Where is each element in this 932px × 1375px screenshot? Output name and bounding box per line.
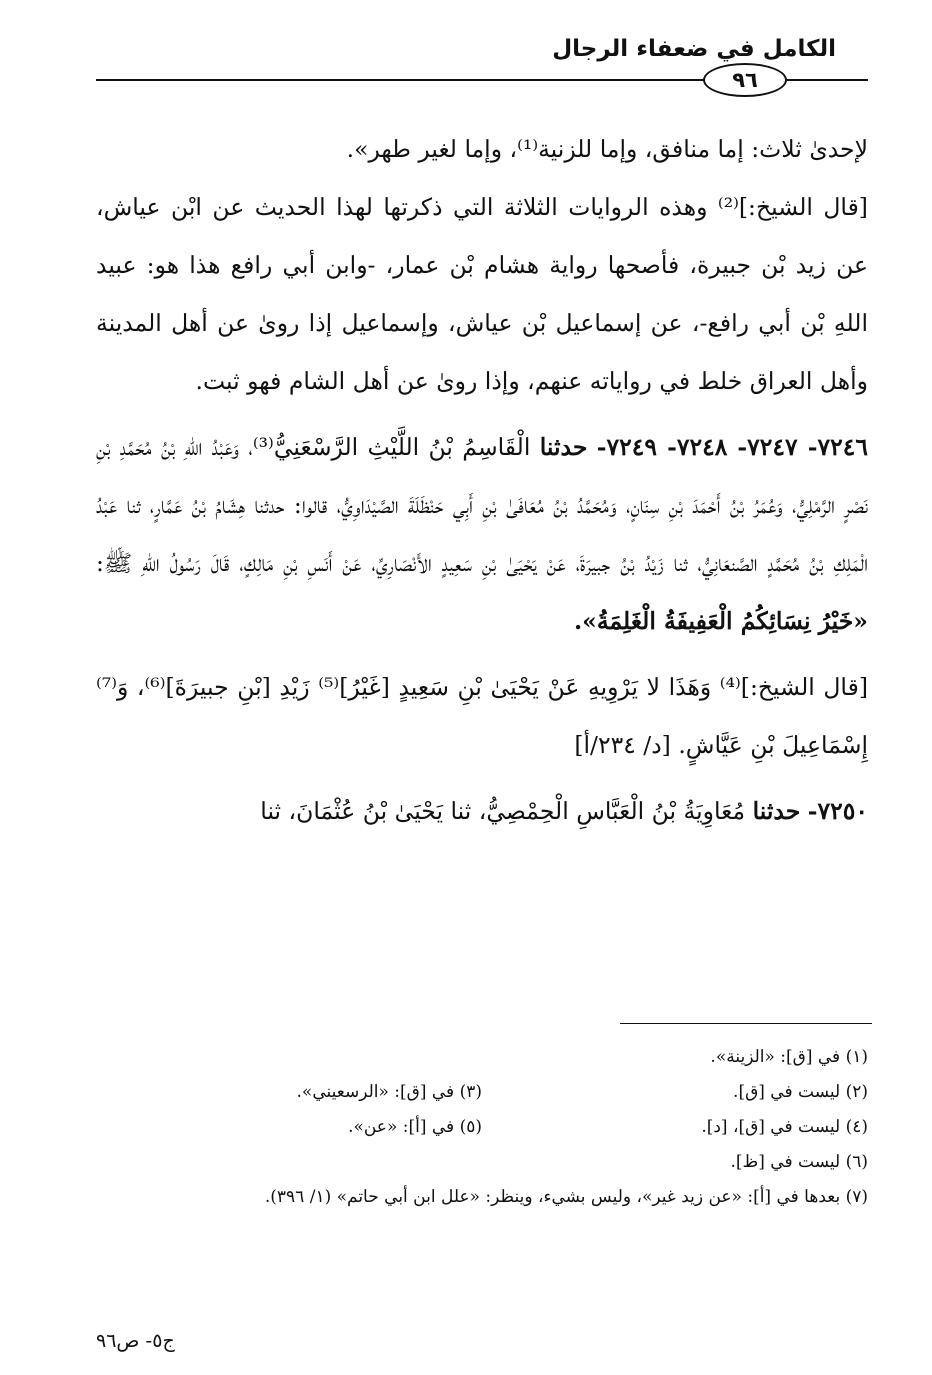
footnote-row: [96, 1110, 868, 1145]
footnote-6: (٦) ليست في [ظ].: [730, 1152, 868, 1172]
paragraph-4: [قال الشيخ:]⁽⁴⁾ وَهَذَا لا يَرْوِيهِ عَنْ يَحْيَىٰ بْنِ سَعِيدٍ [غَيْرُ]⁽⁵⁾ زَيْدِ [بْنِ جبيرَةَ]⁽⁶⁾، وَ⁽⁷⁾إِسْمَاعِيلَ بْنِ عَيَّاشٍ. [د/ ٢٣٤/أ]: [96, 673, 868, 759]
paragraph-3: [96, 418, 868, 650]
paragraph-2: [قال الشيخ:]⁽²⁾ وهذه الروايات الثلاثة التي ذكرتها لهذا الحديث عن ابْن عياش، عن زيد بْن جبيرة، فأصحها رواية هشام بْن عمار، -وابن أبي رافع هذا هو: عبيد اللهِ بْن أبي رافع-، عن إسماعيل بْن عياش، وإسماعيل إذا روىٰ عن أهل المدينة وأهل العراق خلط في رواياته عنهم، وإذا روىٰ عن أهل الشام فهو ثبت.: [96, 193, 868, 395]
main-text: [96, 120, 868, 840]
footnote-row: [96, 1075, 868, 1110]
hadith-quote: «خَيْرُ نِسَائِكُمُ الْعَفِيفَةُ الْغَلِمَةُ».: [574, 607, 868, 635]
footnote-row: [96, 1040, 868, 1075]
footnote-3: (٣) في [ق]: «الرسعيني».: [296, 1082, 482, 1102]
footnote-5: (٥) في [أ]: «عن».: [348, 1117, 482, 1137]
hadith-numbers: ٧٢٤٦- ٧٢٤٧- ٧٢٤٨- ٧٢٤٩-: [596, 433, 868, 461]
footnote-2: (٢) ليست في [ق].: [733, 1082, 868, 1102]
footnote-7: (٧) بعدها في [أ]: «عن زيد غير»، وليس بشيء، وينظر: «علل ابن أبي حاتم» (١/ ٣٩٦).: [264, 1187, 868, 1207]
hadith-number: ٧٢٥٠-: [807, 797, 868, 825]
footnotes: [96, 1040, 868, 1215]
page-number: ٩٦: [703, 63, 787, 97]
footnote-row: [96, 1180, 868, 1215]
isnad-text: الْقَاسِمُ بْنُ اللَّيْثِ الرَّسْعَنِيُّ⁽³⁾، وَعَبْدُ اللهِ بْنُ مُحَمَّدِ بْنِ نَصْرٍ الرَّمْلِيُّ، وَعُمَرُ بْنُ أَحْمَدَ بْنِ سِنَانٍ، وَمُحَمَّدُ بْنُ مُعَافَىٰ بْنِ أَبِي حَنْظَلَةَ الصَّيْدَاوِيُّ، قالوا: حدثنا هِشَامُ بْنُ عَمَّارٍ، ثنا عَبْدُ الْمَلِكِ بْنُ مُحَمَّدٍ الصَّنعَانِيُّ، ثنا زَيْدُ بْنُ جبيرَةَ، عَنْ يَحْيَىٰ بْنِ سَعِيدٍ الأَنْصَارِيِّ، عَنْ أَنَسِ بْنِ مَالِكٍ، قَالَ رَسُولُ اللهِ ﷺ:: [96, 433, 868, 577]
footnote-row: [96, 1145, 868, 1180]
volume-page-signature: ج٥- ص٩٦: [96, 1330, 175, 1352]
paragraph-5: [96, 782, 868, 840]
footnote-rule: [620, 1023, 872, 1024]
footnote-4: (٤) ليست في [ق]، [د].: [701, 1117, 868, 1137]
haddathana-label: حدثنا: [752, 797, 801, 825]
paragraph-1: لإحدىٰ ثلاث: إما منافق، وإما للزنية⁽¹⁾، وإما لغير طهر».: [346, 135, 868, 163]
running-title: الكامل في ضعفاء الرجال: [552, 36, 836, 62]
isnad-text: مُعَاوِيَةُ بْنُ الْعَبَّاسِ الْحِمْصِيُّ، ثنا يَحْيَىٰ بْنُ عُثْمَانَ، ثنا: [260, 797, 746, 825]
footnote-1: (١) في [ق]: «الزينة».: [710, 1047, 868, 1067]
haddathana-label: حدثنا: [539, 433, 588, 461]
